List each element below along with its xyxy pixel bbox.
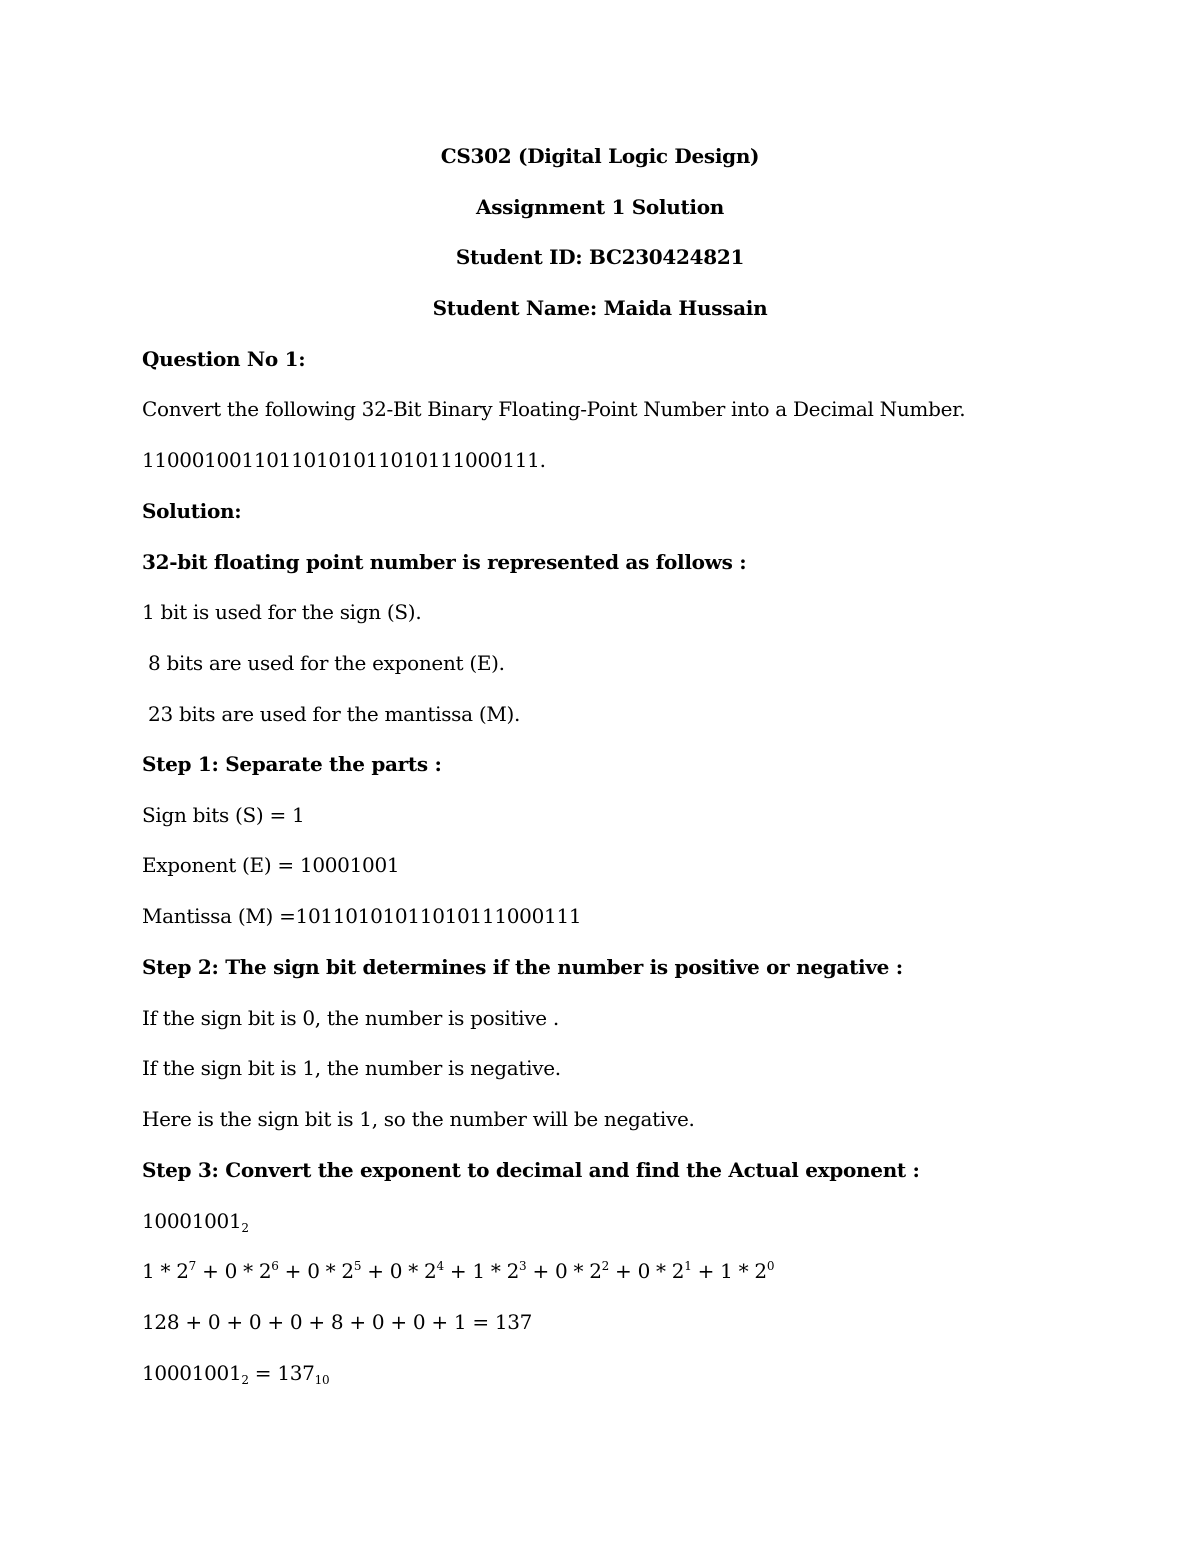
question-text: Convert the following 32-Bit Binary Floating-Point Number into a Decimal Number. [142,397,966,421]
step3-binary-value [142,1208,249,1234]
step3-sum: 128 + 0 + 0 + 0 + 8 + 0 + 0 + 1 = 137 [142,1310,533,1334]
plus-sign: + [608,1259,638,1283]
rep-line-sign: 1 bit is used for the sign (S). [142,600,422,624]
term-exponent: 3 [519,1259,527,1273]
step1-exponent: Exponent (E) = 10001001 [142,853,400,877]
student-id: Student ID: BC230424821 [455,245,745,269]
assignment-title: Assignment 1 Solution [475,195,724,219]
student-name: Student Name: Maida Hussain [432,296,768,320]
binary-base: 2 [241,1221,249,1235]
expansion-term: $1 * 2^0$ [720,1259,775,1283]
step2-line-positive: If the sign bit is 0, the number is positive . [142,1006,559,1030]
term-exponent: 5 [353,1259,362,1273]
result-binary: 10001001 [142,1361,242,1385]
term-exponent: 1 [684,1259,692,1273]
term-exponent: 6 [271,1259,279,1273]
solution-heading: Solution: [142,499,242,523]
term-exponent: 0 [766,1259,775,1273]
term-exponent: 4 [436,1259,444,1273]
step1-mantissa: Mantissa (M) =10110101011010111000111 [142,904,582,928]
term-exponent: 7 [188,1259,197,1273]
expansion-term: $0 * 2^2$ [554,1259,609,1283]
step2-line-negative: If the sign bit is 1, the number is negative. [142,1056,561,1080]
step3-heading: Step 3: Convert the exponent to decimal and find the Actual exponent : [142,1158,920,1182]
step1-sign: Sign bits (S) = 1 [142,803,305,827]
step2-heading: Step 2: The sign bit determines if the number is positive or negative : [142,955,903,979]
expansion-term: $0 * 2^6$ [224,1259,279,1283]
rep-line-exponent: 8 bits are used for the exponent (E). [142,651,505,675]
plus-sign: + [443,1259,473,1283]
result-equals: = [248,1361,278,1385]
representation-heading: 32-bit floating point number is represented as follows : [142,550,747,574]
step2-conclusion: Here is the sign bit is 1, so the number will be negative. [142,1107,695,1131]
course-title: CS302 (Digital Logic Design) [440,144,760,168]
step3-result [142,1360,329,1386]
plus-sign: + [691,1259,721,1283]
expansion-term: $1 * 2^7$ [142,1259,197,1283]
step1-heading: Step 1: Separate the parts : [142,752,442,776]
expansion-term: $0 * 2^4$ [389,1259,444,1283]
result-decimal: 137 [277,1361,315,1385]
result-binary-base: 2 [241,1373,249,1387]
result-decimal-base: 10 [314,1373,330,1387]
step3-expansion [142,1258,774,1284]
rep-line-mantissa: 23 bits are used for the mantissa (M). [142,702,521,726]
plus-sign: + [278,1259,308,1283]
expansion-term: $0 * 2^1$ [637,1259,692,1283]
question-heading: Question No 1: [142,347,306,371]
plus-sign: + [526,1259,555,1283]
term-exponent: 2 [601,1259,609,1273]
binary-digits: 10001001 [142,1209,242,1233]
expansion-term: $1 * 2^3$ [472,1259,527,1283]
expansion-term: $0 * 2^5$ [307,1259,362,1283]
plus-sign: + [361,1259,390,1283]
question-binary: 11000100110110101011010111000111. [142,448,546,472]
plus-sign: + [196,1259,225,1283]
